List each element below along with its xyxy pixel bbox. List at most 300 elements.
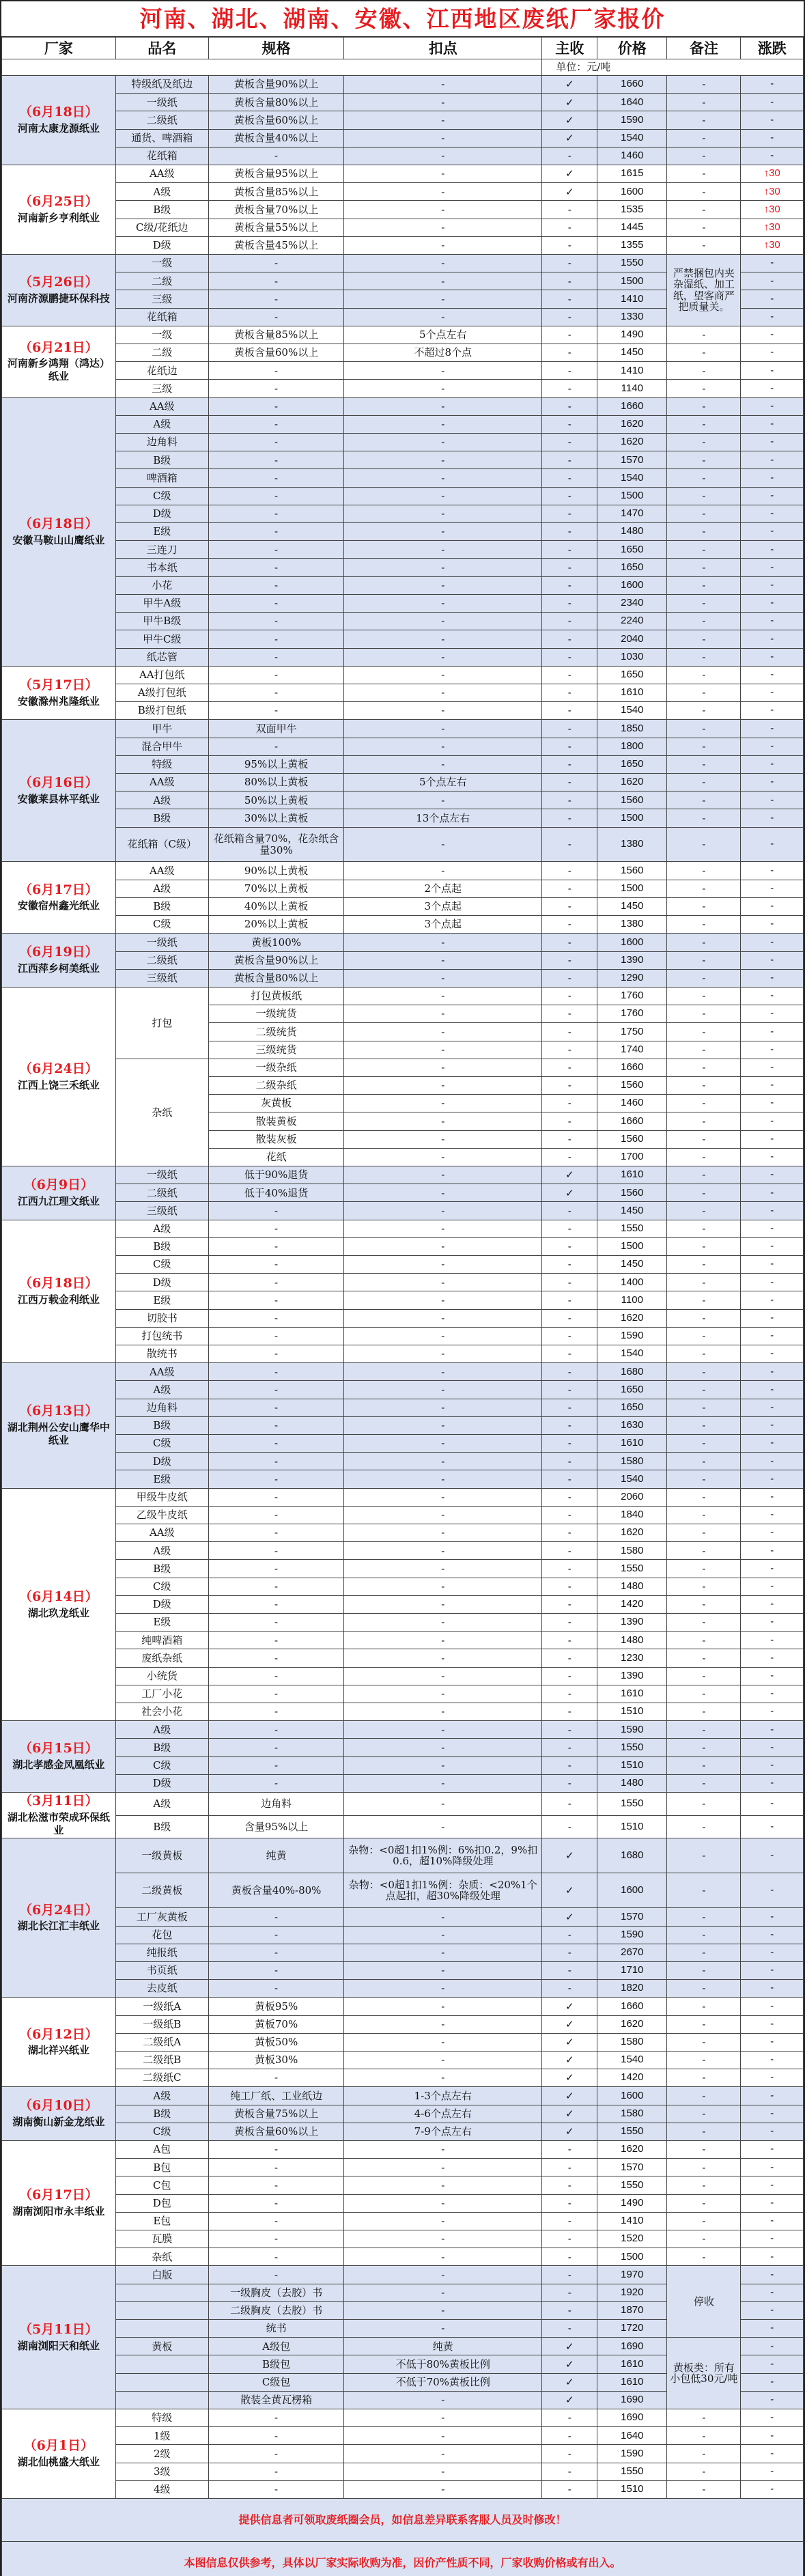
table-row [2, 344, 804, 362]
deduction-cell: - [344, 1130, 542, 1148]
price-cell: 1540 [597, 469, 667, 487]
change-cell: - [741, 720, 804, 738]
product-cell [115, 2284, 208, 2301]
price-cell: 1450 [597, 1255, 667, 1273]
main-cell: - [542, 951, 597, 969]
company-cell [2, 397, 116, 666]
change-cell: - [741, 1756, 804, 1774]
table-row [2, 1291, 804, 1309]
spec-cell: - [208, 1944, 343, 1961]
remark-cell: - [667, 2087, 741, 2105]
spec-cell: - [208, 505, 343, 522]
change-cell: - [741, 147, 804, 165]
price-cell: 1660 [597, 1998, 667, 2015]
spec-cell: - [208, 1416, 343, 1434]
table-row [2, 880, 804, 897]
deduction-cell: - [344, 1506, 542, 1524]
main-cell: ✓ [542, 2087, 597, 2105]
price-cell: 1460 [597, 1095, 667, 1112]
change-cell: - [741, 2123, 804, 2140]
main-cell: - [542, 505, 597, 522]
table-row [2, 755, 804, 773]
remark-cell: - [667, 2409, 741, 2427]
deduction-cell: - [344, 236, 542, 254]
spec-cell: - [208, 630, 343, 648]
deduction-cell: - [344, 1703, 542, 1721]
spec-cell: - [208, 648, 343, 666]
change-cell: - [741, 1667, 804, 1685]
main-cell: ✓ [542, 1184, 597, 1202]
remark-cell: - [667, 2159, 741, 2176]
price-cell: 1480 [597, 1774, 667, 1792]
product-cell: C级 [115, 1578, 208, 1595]
price-cell: 1550 [597, 2123, 667, 2140]
spec-cell: - [208, 576, 343, 594]
change-cell: - [741, 684, 804, 701]
main-cell: - [542, 1632, 597, 1649]
deduction-cell: - [344, 165, 542, 183]
deduction-cell: - [344, 755, 542, 773]
price-cell: 1390 [597, 951, 667, 969]
company-date: （5月26日） [19, 275, 98, 290]
product-cell: 通货、啤酒箱 [115, 129, 208, 147]
deduction-cell: 不超过8个点 [344, 344, 542, 362]
price-cell: 1550 [597, 2463, 667, 2480]
price-cell: 1540 [597, 1345, 667, 1362]
table-row [2, 523, 804, 541]
price-cell: 1580 [597, 1453, 667, 1470]
change-cell: - [741, 897, 804, 915]
product-cell: C级 [115, 487, 208, 505]
spec-cell: - [208, 2140, 343, 2158]
remark-cell: - [667, 1793, 741, 1816]
price-cell: 1590 [597, 2445, 667, 2463]
spec-cell: - [208, 1632, 343, 1649]
product-cell: AA级 [115, 397, 208, 415]
main-cell: - [542, 792, 597, 809]
price-cell: 1580 [597, 1542, 667, 1560]
deduction-cell: - [344, 2051, 542, 2069]
deduction-cell: - [344, 1148, 542, 1166]
table-row [2, 487, 804, 505]
product-cell: 二级纸C [115, 2069, 208, 2087]
price-cell: 1630 [597, 1416, 667, 1434]
table-row [2, 1703, 804, 1721]
table-row [2, 255, 804, 272]
product-cell: 杂纸 [115, 1059, 208, 1166]
company-date: （6月1日） [23, 2438, 94, 2454]
main-cell: ✓ [542, 2015, 597, 2033]
spec-cell: - [208, 147, 343, 165]
deduction-cell: - [344, 201, 542, 219]
deduction-cell: - [344, 2319, 542, 2337]
remark-cell: - [667, 1998, 741, 2015]
price-cell: 1540 [597, 702, 667, 720]
product-cell [115, 2301, 208, 2319]
product-cell: C级 [115, 916, 208, 934]
spec-cell: - [208, 290, 343, 308]
deduction-cell: - [344, 2159, 542, 2176]
deduction-cell: - [344, 1815, 542, 1838]
change-cell: - [741, 1309, 804, 1327]
price-cell: 1680 [597, 1838, 667, 1873]
change-cell: - [741, 702, 804, 720]
deduction-cell: - [344, 1998, 542, 2015]
change-cell: - [741, 1184, 804, 1202]
main-cell: - [542, 1076, 597, 1094]
change-cell: - [741, 1774, 804, 1792]
product-cell: 啤酒箱 [115, 469, 208, 487]
main-cell: - [542, 1095, 597, 1112]
change-cell: ↑30 [741, 183, 804, 201]
table-row [2, 773, 804, 791]
price-cell: 1470 [597, 505, 667, 522]
table-row [2, 2069, 804, 2087]
price-cell: 1510 [597, 2480, 667, 2498]
price-cell: 1410 [597, 362, 667, 380]
spec-cell: 95%以上黄板 [208, 755, 343, 773]
spec-cell: - [208, 1435, 343, 1453]
table-row [2, 129, 804, 147]
price-cell: 1460 [597, 147, 667, 165]
main-cell: - [542, 1023, 597, 1041]
change-cell: - [741, 397, 804, 415]
main-cell: - [542, 2194, 597, 2212]
company-cell [2, 1166, 116, 1220]
remark-cell: - [667, 1041, 741, 1059]
spec-cell: 黄板含量60%以上 [208, 111, 343, 129]
header-remark: 备注 [667, 38, 741, 59]
table-row [2, 1435, 804, 1453]
price-cell: 1510 [597, 1815, 667, 1838]
deduction-cell: - [344, 2427, 542, 2445]
deduction-cell: - [344, 2480, 542, 2498]
company-date: （6月12日） [19, 2026, 98, 2042]
remark-cell: - [667, 702, 741, 720]
spec-cell: 黄板含量80%以上 [208, 94, 343, 111]
remark-cell: - [667, 613, 741, 630]
product-cell: D级 [115, 1274, 208, 1291]
main-cell: ✓ [542, 1998, 597, 2015]
spec-cell: - [208, 2427, 343, 2445]
product-cell: A级打包纸 [115, 684, 208, 701]
remark-cell: - [667, 2176, 741, 2194]
change-cell: - [741, 809, 804, 827]
main-cell: - [542, 1416, 597, 1434]
deduction-cell: - [344, 613, 542, 630]
change-cell: - [741, 362, 804, 380]
deduction-cell: - [344, 1220, 542, 1237]
product-cell: A级 [115, 2087, 208, 2105]
spec-cell: - [208, 1739, 343, 1756]
change-cell: - [741, 2159, 804, 2176]
spec-cell: 90%以上黄板 [208, 862, 343, 880]
deduction-cell: - [344, 1112, 542, 1130]
price-cell: 1660 [597, 397, 667, 415]
deduction-cell: - [344, 2140, 542, 2158]
change-cell: - [741, 1076, 804, 1094]
table-row [2, 987, 804, 1005]
change-cell: - [741, 1005, 804, 1023]
main-cell: - [542, 1202, 597, 1220]
main-cell: - [542, 630, 597, 648]
price-cell: 1650 [597, 755, 667, 773]
company-name: 江西上饶三禾纸业 [17, 1078, 100, 1091]
remark-cell: - [667, 1202, 741, 1220]
product-cell: A级 [115, 183, 208, 201]
change-cell: - [741, 2480, 804, 2498]
deduction-cell: - [344, 1274, 542, 1291]
remark-cell: - [667, 1685, 741, 1703]
company-date: （6月18日） [19, 516, 98, 531]
company-group [2, 1793, 804, 1838]
deduction-cell: - [344, 666, 542, 684]
price-cell: 1420 [597, 2069, 667, 2087]
change-cell: - [741, 2409, 804, 2427]
spec-cell: - [208, 1980, 343, 1998]
company-name: 湖北荆州公安山鹰华中纸业 [7, 1421, 110, 1446]
main-cell: - [542, 434, 597, 451]
main-cell: - [542, 201, 597, 219]
change-cell: - [741, 1998, 804, 2015]
product-cell: 花纸边 [115, 362, 208, 380]
product-cell: 二级纸 [115, 951, 208, 969]
deduction-cell: - [344, 594, 542, 612]
product-cell: A级 [115, 1793, 208, 1816]
spec-cell: - [208, 1560, 343, 1578]
spec-cell: - [208, 1274, 343, 1291]
remark-cell: - [667, 862, 741, 880]
deduction-cell: 13个点左右 [344, 809, 542, 827]
spec-cell: 低于40%退货 [208, 1184, 343, 1202]
deduction-cell: - [344, 1560, 542, 1578]
company-name: 江西万载金利纸业 [17, 1293, 100, 1306]
remark-cell: - [667, 2051, 741, 2069]
spec-cell: - [208, 2248, 343, 2266]
change-cell: - [741, 987, 804, 1005]
spec-cell: - [208, 559, 343, 576]
spec-cell: 30%以上黄板 [208, 809, 343, 827]
company-date: （6月17日） [19, 882, 98, 897]
table-row [2, 1255, 804, 1273]
main-cell: - [542, 2266, 597, 2284]
deduction-cell: - [344, 1944, 542, 1961]
price-cell: 1570 [597, 2159, 667, 2176]
remark-cell: - [667, 648, 741, 666]
price-cell: 2240 [597, 613, 667, 630]
remark-cell: - [667, 183, 741, 201]
deduction-cell: - [344, 451, 542, 469]
deduction-cell: - [344, 308, 542, 326]
main-cell: - [542, 1926, 597, 1944]
company-name: 安徽滁州兆隆纸业 [17, 695, 100, 708]
table-row [2, 2427, 804, 2445]
product-cell: B级 [115, 451, 208, 469]
deduction-cell: - [344, 2409, 542, 2427]
header-deduction: 扣点 [344, 38, 542, 59]
change-cell: - [741, 2266, 804, 2284]
company-cell [2, 987, 116, 1166]
main-cell: - [542, 576, 597, 594]
deduction-cell: - [344, 362, 542, 380]
spec-cell: - [208, 1255, 343, 1273]
product-cell: AA级 [115, 1363, 208, 1381]
price-cell: 1620 [597, 2140, 667, 2158]
price-cell: 1450 [597, 897, 667, 915]
main-cell: - [542, 1721, 597, 1739]
remark-cell: - [667, 451, 741, 469]
price-cell: 1620 [597, 2015, 667, 2033]
spec-cell: B级包 [208, 2355, 343, 2373]
main-cell: - [542, 1739, 597, 1756]
table-row [2, 1721, 804, 1739]
company-group [2, 76, 804, 165]
remark-cell: - [667, 523, 741, 541]
company-group [2, 934, 804, 988]
main-cell: ✓ [542, 2355, 597, 2373]
spec-cell: 含量95%以上 [208, 1815, 343, 1838]
change-cell: - [741, 1148, 804, 1166]
remark-cell: - [667, 1237, 741, 1255]
main-cell: - [542, 236, 597, 254]
main-cell: - [542, 1815, 597, 1838]
remark-cell: - [667, 1095, 741, 1112]
product-cell: 杂纸 [115, 2248, 208, 2266]
main-cell: ✓ [542, 2338, 597, 2355]
main-cell: - [542, 1703, 597, 1721]
remark-cell: - [667, 1908, 741, 1926]
change-cell: - [741, 666, 804, 684]
product-cell: D包 [115, 2194, 208, 2212]
header-product: 品名 [115, 38, 208, 59]
product-cell: 二级纸 [115, 111, 208, 129]
main-cell: - [542, 773, 597, 791]
price-cell: 1560 [597, 792, 667, 809]
company-cell [2, 934, 116, 988]
product-cell: AA级 [115, 1524, 208, 1542]
remark-cell: - [667, 773, 741, 791]
table-row [2, 1220, 804, 1237]
deduction-cell: 7-9个点左右 [344, 2123, 542, 2140]
product-cell: A级 [115, 1220, 208, 1237]
company-date: （6月24日） [19, 1902, 98, 1918]
spec-cell: - [208, 1399, 343, 1416]
company-group [2, 1488, 804, 1721]
spec-cell: - [208, 738, 343, 755]
main-cell: - [542, 1237, 597, 1255]
remark-cell: - [667, 2212, 741, 2230]
remark-cell: - [667, 1220, 741, 1237]
main-cell: - [542, 272, 597, 290]
price-cell: 1445 [597, 219, 667, 236]
main-cell: - [542, 1542, 597, 1560]
product-cell: 边角料 [115, 434, 208, 451]
footer-note: 提供信息者可领取废纸圈会员，如信息差异联系客服人员及时修改！ [2, 2499, 804, 2542]
spec-cell: - [208, 255, 343, 272]
deduction-cell: - [344, 2266, 542, 2284]
product-cell: 2级 [115, 2445, 208, 2463]
deduction-cell: - [344, 2301, 542, 2319]
price-cell: 1500 [597, 880, 667, 897]
company-date: （6月18日） [19, 104, 98, 120]
change-cell: - [741, 738, 804, 755]
deduction-cell: - [344, 2033, 542, 2051]
spec-cell: - [208, 380, 343, 397]
table-row [2, 1381, 804, 1399]
price-cell: 1140 [597, 380, 667, 397]
spec-cell: - [208, 1291, 343, 1309]
remark-cell: - [667, 1345, 741, 1362]
company-group [2, 987, 804, 1166]
table-row [2, 2194, 804, 2212]
change-cell: - [741, 1112, 804, 1130]
deduction-cell: - [344, 1793, 542, 1816]
change-cell: ↑30 [741, 165, 804, 183]
main-cell: ✓ [542, 1166, 597, 1184]
main-cell: - [542, 1130, 597, 1148]
deduction-cell: - [344, 111, 542, 129]
table-row [2, 1327, 804, 1345]
company-cell [2, 2140, 116, 2265]
price-cell: 1690 [597, 2338, 667, 2355]
company-group [2, 397, 804, 666]
spec-cell: 黄板含量80%以上 [208, 969, 343, 987]
product-cell [115, 2373, 208, 2391]
price-cell: 1550 [597, 1793, 667, 1816]
table-row [2, 201, 804, 219]
deduction-cell: 1-3个点左右 [344, 2087, 542, 2105]
remark-cell: - [667, 2480, 741, 2498]
price-cell: 1540 [597, 1470, 667, 1488]
deduction-cell: - [344, 94, 542, 111]
product-cell: D级 [115, 1453, 208, 1470]
main-cell: - [542, 308, 597, 326]
main-cell: - [542, 326, 597, 344]
table-row [2, 415, 804, 433]
change-cell: - [741, 2355, 804, 2373]
change-cell: - [741, 1542, 804, 1560]
deduction-cell: - [344, 1980, 542, 1998]
company-cell [2, 1220, 116, 1363]
main-cell: ✓ [542, 94, 597, 111]
price-cell: 1480 [597, 1578, 667, 1595]
change-cell: - [741, 523, 804, 541]
change-cell: - [741, 2445, 804, 2463]
table-row [2, 1399, 804, 1416]
price-cell: 1650 [597, 1399, 667, 1416]
table-row [2, 2248, 804, 2266]
remark-cell: - [667, 1470, 741, 1488]
deduction-cell: - [344, 415, 542, 433]
table-row [2, 2051, 804, 2069]
remark-cell: - [667, 219, 741, 236]
deduction-cell: - [344, 1524, 542, 1542]
table-row [2, 397, 804, 415]
spec-cell: 边角料 [208, 1793, 343, 1816]
remark-cell: - [667, 1005, 741, 1023]
price-cell: 1820 [597, 1980, 667, 1998]
table-row [2, 1202, 804, 1220]
price-cell: 1620 [597, 1309, 667, 1327]
deduction-cell: 4-6个点左右 [344, 2105, 542, 2123]
product-cell: 1级 [115, 2427, 208, 2445]
company-date: （6月14日） [19, 1588, 98, 1604]
table-row [2, 1632, 804, 1649]
main-cell: - [542, 809, 597, 827]
table-row [2, 720, 804, 738]
price-cell: 1550 [597, 1739, 667, 1756]
product-cell: 打包统书 [115, 1327, 208, 1345]
